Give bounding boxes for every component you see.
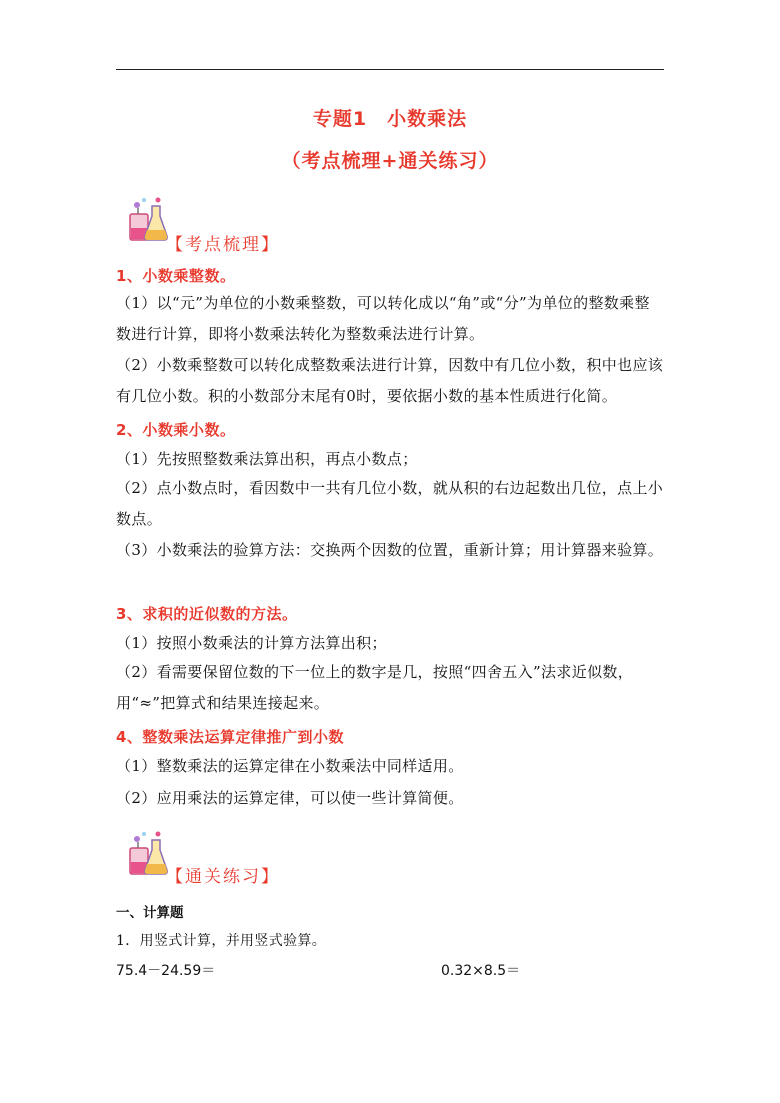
- point-heading-1: 1、小数乘整数。: [116, 267, 236, 285]
- exercise-question: 1．用竖式计算，并用竖式验算。: [116, 933, 327, 949]
- point-1-item-2: （2）小数乘整数可以转化成整数乘法进行计算，因数中有几位小数，积中也应该有几位小数。积的小数部分末尾有0时，要依据小数的基本性质进行化简。: [116, 356, 664, 405]
- point-1-item-1: （1）以“元”为单位的小数乘整数，可以转化成以“角”或“分”为单位的整数乘整数进行计算，即将小数乘法转化为整数乘法进行计算。: [116, 294, 650, 343]
- page-title: 专题1 小数乘法: [312, 108, 468, 130]
- section-label: 【通关练习】: [166, 867, 280, 887]
- point-heading-4: 4、整数乘法运算定律推广到小数: [116, 728, 344, 746]
- problem-1: 75.4－24.59＝: [116, 963, 216, 979]
- flask-icon: [128, 830, 168, 876]
- exercise-part-heading: 一、计算题: [116, 905, 184, 921]
- point-4-item-1: （1）整数乘法的运算定律在小数乘法中同样适用。: [116, 757, 464, 775]
- point-2-item-1: （1）先按照整数乘法算出积，再点小数点；: [116, 450, 418, 468]
- point-2-item-2: （2）点小数点时，看因数中一共有几位小数，就从积的右边起数出几位，点上小数点。: [116, 479, 664, 528]
- point-heading-3: 3、求积的近似数的方法。: [116, 605, 298, 623]
- point-4-item-2: （2）应用乘法的运算定律，可以使一些计算简便。: [116, 789, 464, 807]
- page-subtitle: （考点梳理+通关练习）: [281, 150, 499, 172]
- problem-2: 0.32×8.5＝: [441, 963, 521, 979]
- point-heading-2: 2、小数乘小数。: [116, 421, 236, 439]
- point-3-item-1: （1）按照小数乘法的计算方法算出积；: [116, 634, 387, 652]
- point-2-item-3: （3）小数乘法的验算方法：交换两个因数的位置，重新计算；用计算器来验算。: [116, 541, 664, 559]
- section-label: 【考点梳理】: [166, 235, 280, 255]
- header-rule: [116, 69, 664, 70]
- flask-icon: [128, 196, 168, 242]
- point-3-item-2: （2）看需要保留位数的下一位上的数字是几，按照“四舍五入”法求近似数，用“≈”把算式和结果连接起来。: [116, 663, 634, 712]
